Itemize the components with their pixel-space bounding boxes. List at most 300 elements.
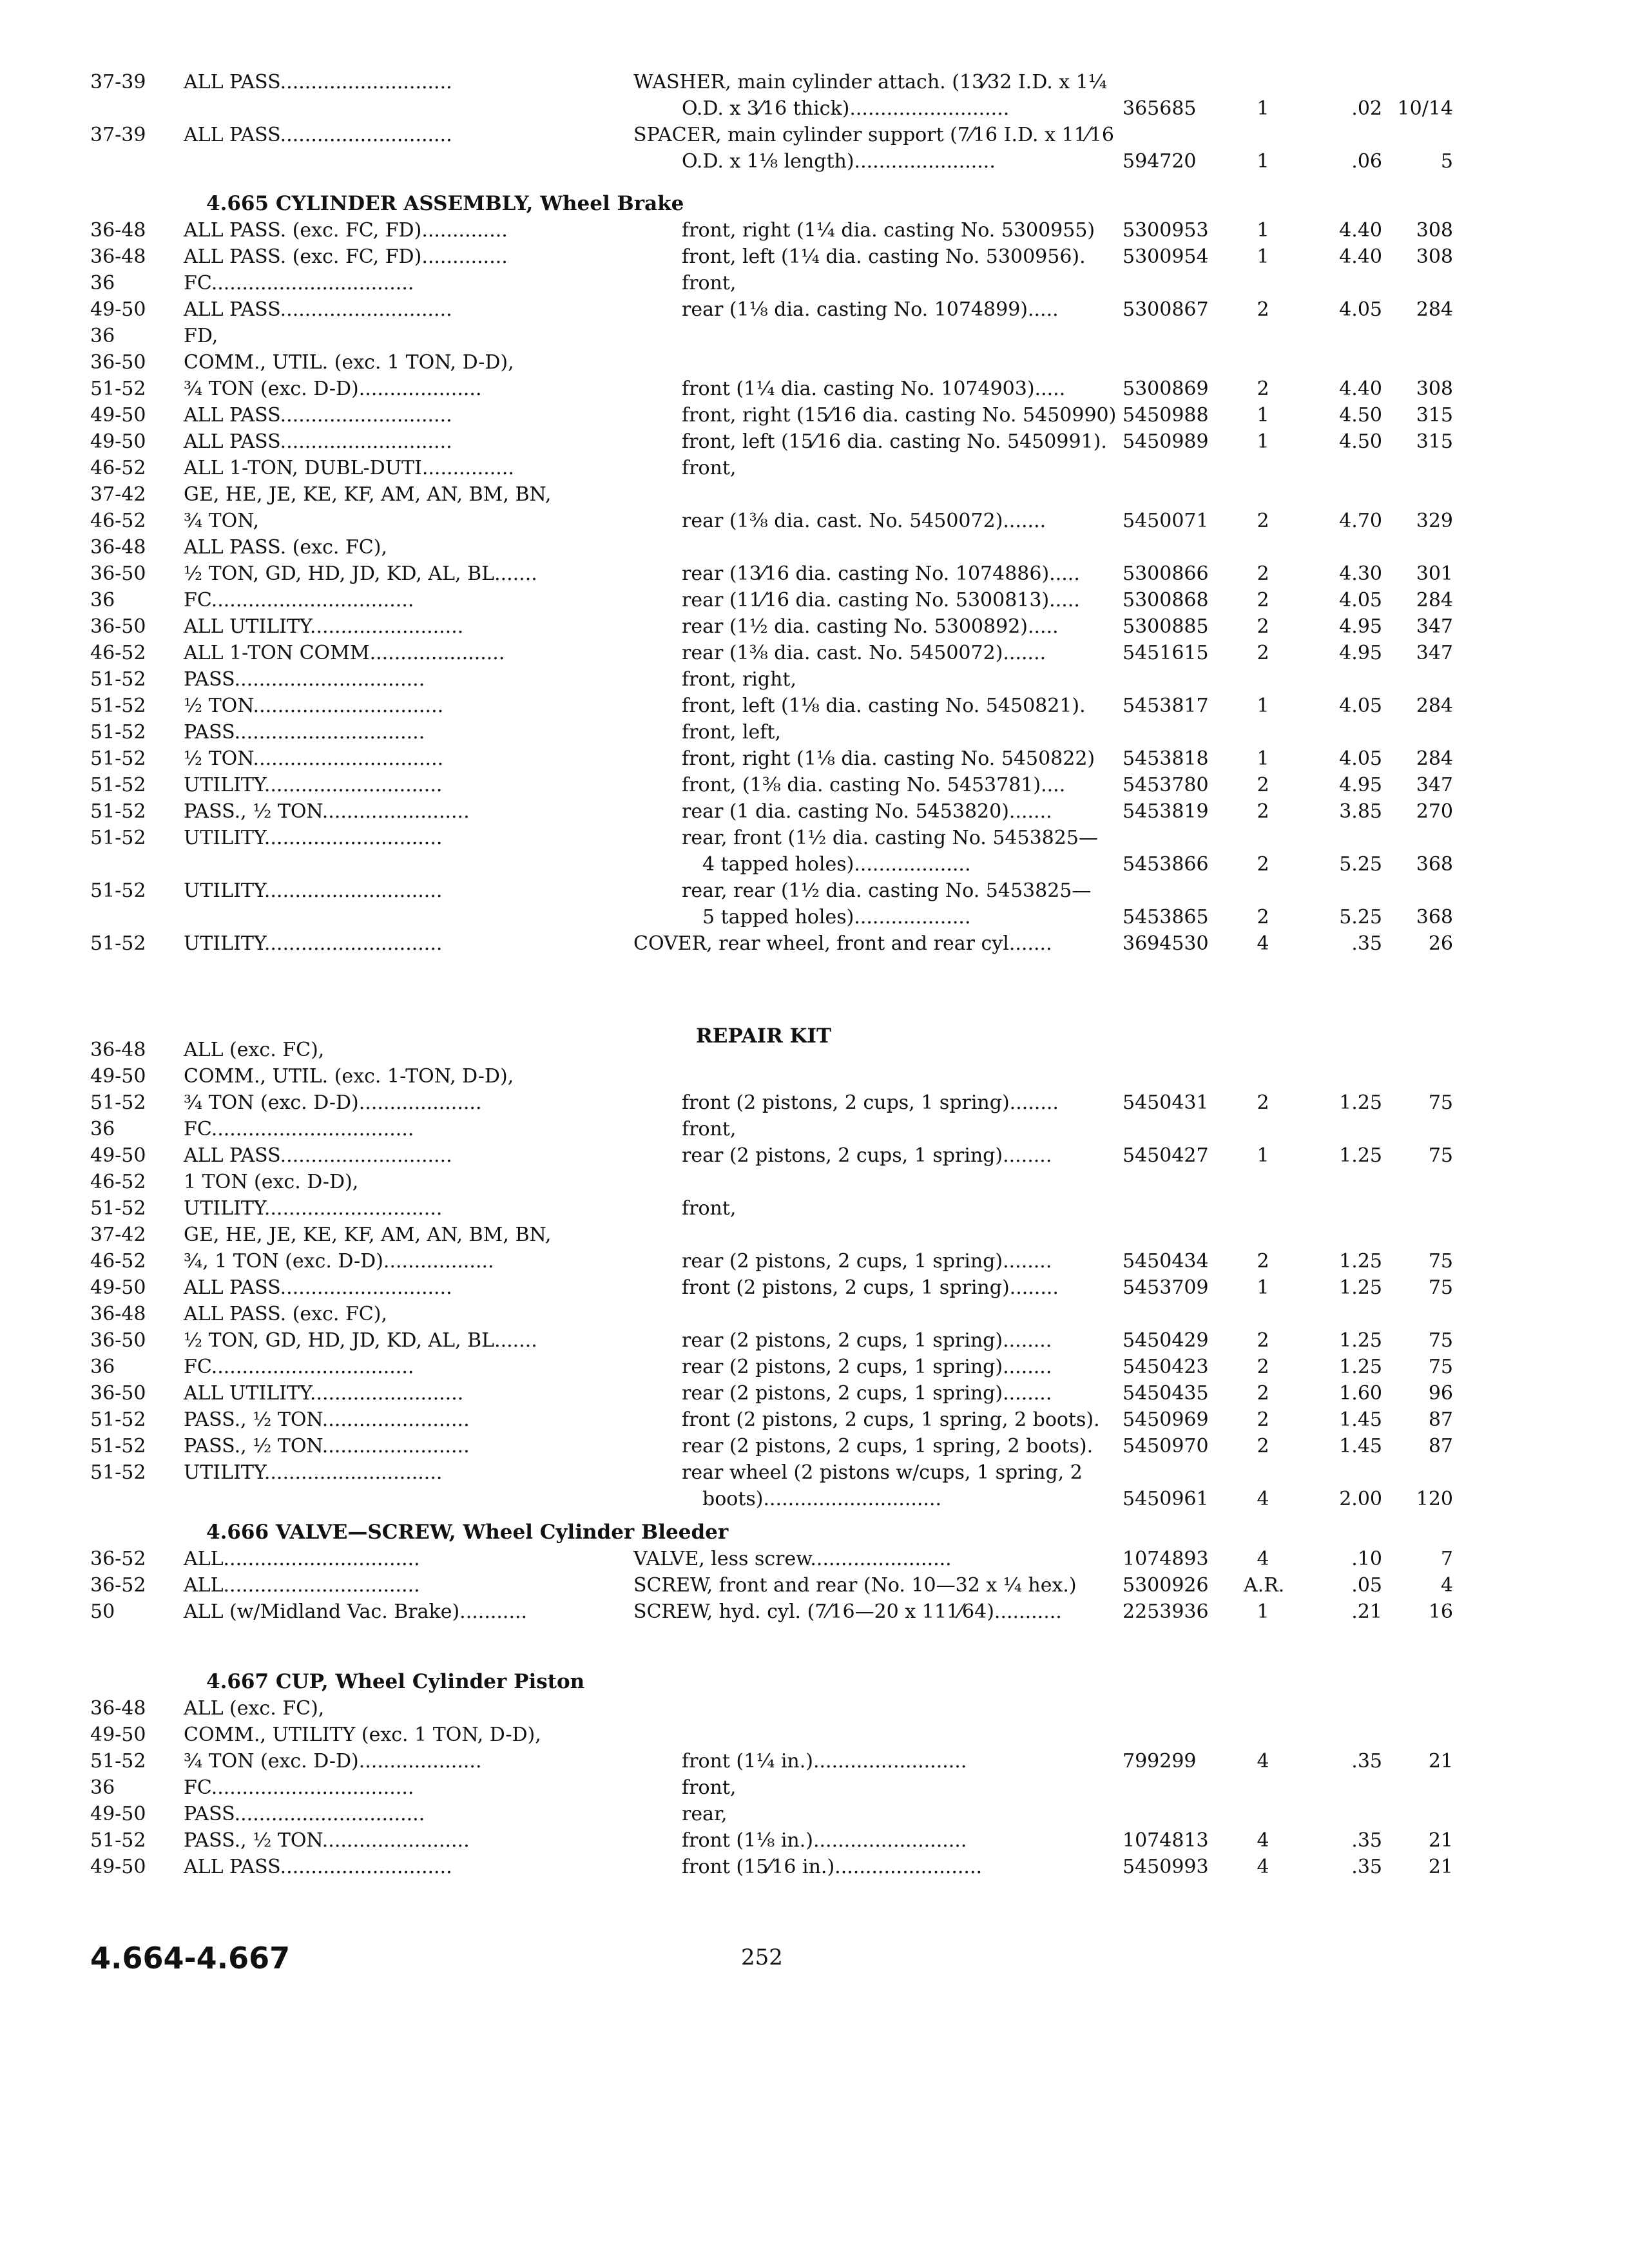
group-cell: 16 [1428, 1600, 1453, 1623]
description-cell: SCREW, hyd. cyl. (7⁄16—20 x 111⁄64)........... [633, 1600, 1062, 1623]
parts-row [0, 1328, 1629, 1354]
quantity-cell: 2 [1257, 1382, 1269, 1405]
group-cell: 308 [1416, 245, 1453, 268]
quantity-cell: 2 [1257, 1091, 1269, 1114]
model-cell: FC................................. [184, 1356, 414, 1378]
price-cell: 1.45 [1339, 1435, 1382, 1457]
model-cell: FC................................. [184, 1118, 414, 1140]
parts-row [0, 350, 1629, 376]
model-cell: UTILITY............................. [184, 1461, 443, 1484]
parts-row [0, 799, 1629, 825]
year-cell: 37-42 [90, 1224, 146, 1246]
description-cell: WASHER, main cylinder attach. (13⁄32 I.D. x 1¼ [633, 71, 1107, 93]
quantity-cell: 2 [1257, 853, 1269, 876]
description-cell: front, [682, 272, 737, 294]
year-cell: 51-52 [90, 747, 146, 770]
description-cell: O.D. x 3⁄16 thick).......................... [682, 97, 1010, 120]
part-number-cell: 5451615 [1123, 642, 1209, 664]
price-cell: 4.95 [1339, 615, 1382, 638]
parts-row [0, 403, 1629, 428]
year-cell: 46-52 [90, 457, 146, 479]
part-number-cell: 5450434 [1123, 1250, 1209, 1273]
part-number-cell: 5450989 [1123, 430, 1209, 453]
year-cell: 51-52 [90, 668, 146, 691]
group-cell: 26 [1428, 932, 1453, 955]
model-cell: ALL (w/Midland Vac. Brake)........... [184, 1600, 528, 1623]
price-cell: .06 [1351, 150, 1382, 173]
model-cell: ALL................................ [184, 1574, 420, 1597]
parts-row [0, 614, 1629, 640]
description-cell: COVER, rear wheel, front and rear cyl....... [633, 932, 1052, 955]
price-cell: 1.25 [1339, 1329, 1382, 1352]
price-cell: 4.40 [1339, 245, 1382, 268]
year-cell: 51-52 [90, 378, 146, 400]
part-number-cell: 2253936 [1123, 1600, 1209, 1623]
price-cell: .35 [1351, 1829, 1382, 1852]
part-number-cell: 5453866 [1123, 853, 1209, 876]
price-cell: 1.45 [1339, 1408, 1382, 1431]
description-cell: 5 tapped holes)................... [702, 906, 971, 928]
description-cell: front (2 pistons, 2 cups, 1 spring)........ [682, 1276, 1059, 1299]
model-cell: ALL PASS............................ [184, 298, 452, 321]
quantity-cell: 2 [1257, 774, 1269, 796]
price-cell: 5.25 [1339, 906, 1382, 928]
parts-row [0, 1037, 1629, 1063]
year-cell: 51-52 [90, 1829, 146, 1852]
parts-row [0, 1222, 1629, 1248]
parts-row [0, 429, 1629, 455]
group-cell: 87 [1428, 1408, 1453, 1431]
year-cell: 36 [90, 1776, 115, 1799]
group-cell: 21 [1428, 1856, 1453, 1878]
parts-row [0, 1460, 1629, 1486]
section-range: 4.664-4.667 [90, 1941, 291, 1975]
parts-row [0, 1546, 1629, 1572]
group-cell: 75 [1428, 1329, 1453, 1352]
description-cell: front (15⁄16 in.)........................ [682, 1856, 983, 1878]
year-cell: 49-50 [90, 1724, 146, 1746]
section-heading: REPAIR KIT [696, 1024, 832, 1048]
quantity-cell: 2 [1257, 1356, 1269, 1378]
group-cell: 5 [1440, 150, 1453, 173]
parts-row [0, 1434, 1629, 1459]
model-cell: ALL (exc. FC), [184, 1039, 325, 1061]
year-cell: 51-52 [90, 1435, 146, 1457]
year-cell: 51-52 [90, 879, 146, 902]
part-number-cell: 5300926 [1123, 1574, 1209, 1597]
model-cell: COMM., UTILITY (exc. 1 TON, D-D), [184, 1724, 541, 1746]
model-cell: PASS., ½ TON........................ [184, 800, 470, 823]
year-cell: 49-50 [90, 404, 146, 427]
group-cell: 347 [1416, 642, 1453, 664]
description-cell: front, right, [682, 668, 797, 691]
parts-row [0, 1169, 1629, 1195]
group-cell: 301 [1416, 562, 1453, 585]
year-cell: 36 [90, 1356, 115, 1378]
description-cell: front, [682, 457, 737, 479]
year-cell: 49-50 [90, 1065, 146, 1088]
price-cell: 4.40 [1339, 378, 1382, 400]
price-cell: 1.25 [1339, 1250, 1382, 1273]
description-cell: front, [682, 1197, 737, 1220]
parts-row [0, 1802, 1629, 1827]
group-cell: 329 [1416, 510, 1453, 532]
description-cell: front, [682, 1118, 737, 1140]
model-cell: ALL (exc. FC), [184, 1697, 325, 1720]
part-number-cell: 5450431 [1123, 1091, 1209, 1114]
quantity-cell: 4 [1257, 1488, 1269, 1510]
group-cell: 21 [1428, 1829, 1453, 1852]
description-cell: VALVE, less screw....................... [633, 1548, 952, 1570]
description-cell: SCREW, front and rear (No. 10—32 x ¼ hex.) [633, 1574, 1077, 1597]
parts-row [0, 773, 1629, 798]
part-number-cell: 3694530 [1123, 932, 1209, 955]
model-cell: UTILITY............................. [184, 827, 443, 849]
part-number-cell: 5450993 [1123, 1856, 1209, 1878]
description-cell: rear (2 pistons, 2 cups, 1 spring, 2 boots). [682, 1435, 1094, 1457]
quantity-cell: 1 [1257, 1276, 1269, 1299]
parts-row [0, 244, 1629, 270]
parts-row [0, 376, 1629, 402]
part-number-cell: 5453865 [1123, 906, 1209, 928]
description-cell: front, (1⅜ dia. casting No. 5453781).... [682, 774, 1066, 796]
parts-row [0, 1354, 1629, 1380]
part-number-cell: 799299 [1123, 1750, 1197, 1773]
part-number-cell: 1074813 [1123, 1829, 1209, 1852]
description-cell: front, left (1¼ dia. casting No. 5300956). [682, 245, 1086, 268]
group-cell: 368 [1416, 853, 1453, 876]
parts-row [0, 1486, 1629, 1512]
description-cell: rear (11⁄16 dia. casting No. 5300813)..... [682, 589, 1080, 611]
parts-row [0, 1775, 1629, 1801]
description-cell: rear, [682, 1803, 728, 1825]
description-cell: front (2 pistons, 2 cups, 1 spring, 2 boots). [682, 1408, 1100, 1431]
quantity-cell: 2 [1257, 1435, 1269, 1457]
part-number-cell: 5450969 [1123, 1408, 1209, 1431]
model-cell: GE, HE, JE, KE, KF, AM, AN, BM, BN, [184, 1224, 552, 1246]
description-cell: front, [682, 1776, 737, 1799]
description-cell: front (1¼ dia. casting No. 1074903)..... [682, 378, 1066, 400]
parts-row [0, 1064, 1629, 1090]
part-number-cell: 5450988 [1123, 404, 1209, 427]
parts-row [0, 218, 1629, 244]
year-cell: 49-50 [90, 430, 146, 453]
parts-row [0, 96, 1629, 122]
quantity-cell: 2 [1257, 615, 1269, 638]
parts-row [0, 1143, 1629, 1169]
price-cell: 4.05 [1339, 695, 1382, 717]
year-cell: 36-50 [90, 615, 146, 638]
quantity-cell: 2 [1257, 642, 1269, 664]
description-cell: rear (1½ dia. casting No. 5300892)..... [682, 615, 1059, 638]
year-cell: 51-52 [90, 827, 146, 849]
model-cell: PASS., ½ TON........................ [184, 1435, 470, 1457]
description-cell: rear wheel (2 pistons w/cups, 1 spring, 2 [682, 1461, 1083, 1484]
model-cell: ALL PASS. (exc. FC), [184, 536, 387, 559]
parts-row [0, 1828, 1629, 1854]
part-number-cell: 5300866 [1123, 562, 1209, 585]
model-cell: ¾ TON (exc. D-D).................... [184, 1091, 482, 1114]
quantity-cell: 2 [1257, 1329, 1269, 1352]
quantity-cell: 2 [1257, 298, 1269, 321]
model-cell: ALL PASS............................ [184, 1276, 452, 1299]
section-heading: 4.666 VALVE—SCREW, Wheel Cylinder Bleeder [206, 1521, 729, 1544]
model-cell: ALL PASS............................ [184, 1144, 452, 1167]
group-cell: 315 [1416, 404, 1453, 427]
quantity-cell: 4 [1257, 1750, 1269, 1773]
parts-row [0, 271, 1629, 296]
quantity-cell: 4 [1257, 1548, 1269, 1570]
model-cell: FD, [184, 325, 218, 347]
parts-row [0, 323, 1629, 349]
price-cell: 1.25 [1339, 1276, 1382, 1299]
part-number-cell: 5300954 [1123, 245, 1209, 268]
part-number-cell: 5453819 [1123, 800, 1209, 823]
model-cell: ½ TON............................... [184, 695, 444, 717]
year-cell: 49-50 [90, 1276, 146, 1299]
year-cell: 36 [90, 589, 115, 611]
page-number: 252 [741, 1945, 783, 1970]
group-cell: 368 [1416, 906, 1453, 928]
group-cell: 308 [1416, 378, 1453, 400]
year-cell: 37-42 [90, 483, 146, 506]
group-cell: 270 [1416, 800, 1453, 823]
parts-row [0, 746, 1629, 772]
year-cell: 36-50 [90, 562, 146, 585]
part-number-cell: 5300867 [1123, 298, 1209, 321]
year-cell: 36-48 [90, 536, 146, 559]
year-cell: 51-52 [90, 932, 146, 955]
description-cell: rear (2 pistons, 2 cups, 1 spring)........ [682, 1329, 1052, 1352]
group-cell: 21 [1428, 1750, 1453, 1773]
year-cell: 36-48 [90, 1039, 146, 1061]
price-cell: .35 [1351, 1856, 1382, 1878]
parts-row [0, 1275, 1629, 1301]
price-cell: 3.85 [1339, 800, 1382, 823]
group-cell: 75 [1428, 1144, 1453, 1167]
price-cell: 5.25 [1339, 853, 1382, 876]
description-cell: rear (13⁄16 dia. casting No. 1074886)..... [682, 562, 1080, 585]
description-cell: rear (1⅛ dia. casting No. 1074899)..... [682, 298, 1059, 321]
group-cell: 75 [1428, 1250, 1453, 1273]
model-cell: ¾, 1 TON (exc. D-D).................. [184, 1250, 494, 1273]
model-cell: ALL PASS............................ [184, 404, 452, 427]
parts-row [0, 1381, 1629, 1407]
price-cell: .10 [1351, 1548, 1382, 1570]
model-cell: ALL................................ [184, 1548, 420, 1570]
description-cell: O.D. x 1⅛ length)....................... [682, 150, 996, 173]
year-cell: 36 [90, 1118, 115, 1140]
price-cell: .35 [1351, 932, 1382, 955]
part-number-cell: 5453709 [1123, 1276, 1209, 1299]
model-cell: ¾ TON (exc. D-D).................... [184, 378, 482, 400]
model-cell: COMM., UTIL. (exc. 1-TON, D-D), [184, 1065, 514, 1088]
parts-row [0, 693, 1629, 719]
group-cell: 96 [1428, 1382, 1453, 1405]
parts-row [0, 825, 1629, 851]
year-cell: 36-52 [90, 1548, 146, 1570]
model-cell: ½ TON............................... [184, 747, 444, 770]
description-cell: front, right (1¼ dia. casting No. 5300955) [682, 219, 1095, 242]
parts-row [0, 70, 1629, 95]
quantity-cell: 1 [1257, 150, 1269, 173]
year-cell: 36-50 [90, 1382, 146, 1405]
year-cell: 36-48 [90, 219, 146, 242]
model-cell: FC................................. [184, 589, 414, 611]
model-cell: UTILITY............................. [184, 774, 443, 796]
quantity-cell: 2 [1257, 1408, 1269, 1431]
year-cell: 36 [90, 325, 115, 347]
description-cell: rear (2 pistons, 2 cups, 1 spring)........ [682, 1144, 1052, 1167]
section-heading: 4.667 CUP, Wheel Cylinder Piston [206, 1670, 585, 1693]
description-cell: rear, front (1½ dia. casting No. 5453825— [682, 827, 1098, 849]
description-cell: rear (1⅜ dia. cast. No. 5450072)....... [682, 510, 1046, 532]
price-cell: .02 [1351, 97, 1382, 120]
price-cell: 4.05 [1339, 747, 1382, 770]
year-cell: 36-48 [90, 1303, 146, 1325]
model-cell: ALL UTILITY......................... [184, 1382, 464, 1405]
year-cell: 49-50 [90, 298, 146, 321]
quantity-cell: 4 [1257, 1856, 1269, 1878]
quantity-cell: 1 [1257, 219, 1269, 242]
price-cell: 2.00 [1339, 1488, 1382, 1510]
year-cell: 51-52 [90, 721, 146, 744]
model-cell: ½ TON, GD, HD, JD, KD, AL, BL....... [184, 562, 537, 585]
part-number-cell: 5450970 [1123, 1435, 1209, 1457]
model-cell: FC................................. [184, 272, 414, 294]
description-cell: rear (1⅜ dia. cast. No. 5450072)....... [682, 642, 1046, 664]
year-cell: 37-39 [90, 124, 146, 146]
quantity-cell: 2 [1257, 562, 1269, 585]
model-cell: UTILITY............................. [184, 879, 443, 902]
year-cell: 46-52 [90, 642, 146, 664]
price-cell: 1.25 [1339, 1356, 1382, 1378]
description-cell: boots)............................. [702, 1488, 942, 1510]
quantity-cell: 1 [1257, 1600, 1269, 1623]
parts-row [0, 588, 1629, 613]
price-cell: .05 [1351, 1574, 1382, 1597]
quantity-cell: 1 [1257, 97, 1269, 120]
model-cell: ½ TON, GD, HD, JD, KD, AL, BL....... [184, 1329, 537, 1352]
group-cell: 284 [1416, 695, 1453, 717]
quantity-cell: 4 [1257, 932, 1269, 955]
description-cell: rear (1 dia. casting No. 5453820)....... [682, 800, 1052, 823]
parts-row [0, 1407, 1629, 1433]
price-cell: 4.50 [1339, 430, 1382, 453]
year-cell: 36-50 [90, 1329, 146, 1352]
model-cell: COMM., UTIL. (exc. 1 TON, D-D), [184, 351, 514, 374]
year-cell: 51-52 [90, 1091, 146, 1114]
year-cell: 49-50 [90, 1856, 146, 1878]
model-cell: 1 TON (exc. D-D), [184, 1171, 359, 1193]
model-cell: ALL 1-TON, DUBL-DUTI............... [184, 457, 514, 479]
part-number-cell: 365685 [1123, 97, 1197, 120]
model-cell: ALL PASS............................ [184, 1856, 452, 1878]
part-number-cell: 5453817 [1123, 695, 1209, 717]
parts-row [0, 1196, 1629, 1222]
group-cell: 87 [1428, 1435, 1453, 1457]
section-heading: 4.665 CYLINDER ASSEMBLY, Wheel Brake [206, 192, 684, 215]
part-number-cell: 5300885 [1123, 615, 1209, 638]
model-cell: PASS., ½ TON........................ [184, 1829, 470, 1852]
parts-row [0, 1599, 1629, 1625]
group-cell: 308 [1416, 219, 1453, 242]
quantity-cell: 1 [1257, 695, 1269, 717]
description-cell: front (1¼ in.)......................... [682, 1750, 967, 1773]
parts-row [0, 720, 1629, 745]
description-cell: rear (2 pistons, 2 cups, 1 spring)........ [682, 1250, 1052, 1273]
quantity-cell: 1 [1257, 1144, 1269, 1167]
part-number-cell: 5300868 [1123, 589, 1209, 611]
model-cell: UTILITY............................. [184, 1197, 443, 1220]
part-number-cell: 5300869 [1123, 378, 1209, 400]
parts-row [0, 1749, 1629, 1774]
quantity-cell: 1 [1257, 245, 1269, 268]
parts-row [0, 1722, 1629, 1748]
parts-row [0, 122, 1629, 148]
description-cell: rear (2 pistons, 2 cups, 1 spring)........ [682, 1356, 1052, 1378]
parts-row [0, 1854, 1629, 1880]
parts-row [0, 1302, 1629, 1327]
year-cell: 37-39 [90, 71, 146, 93]
description-cell: front, left (15⁄16 dia. casting No. 5450991). [682, 430, 1107, 453]
description-cell: rear (2 pistons, 2 cups, 1 spring)........ [682, 1382, 1052, 1405]
group-cell: 347 [1416, 774, 1453, 796]
part-number-cell: 5300953 [1123, 219, 1209, 242]
part-number-cell: 5453780 [1123, 774, 1209, 796]
group-cell: 120 [1416, 1488, 1453, 1510]
quantity-cell: 2 [1257, 378, 1269, 400]
parts-row [0, 1117, 1629, 1142]
price-cell: 4.05 [1339, 589, 1382, 611]
price-cell: 4.70 [1339, 510, 1382, 532]
quantity-cell: 4 [1257, 1829, 1269, 1852]
description-cell: SPACER, main cylinder support (7⁄16 I.D. x 11⁄16 [633, 124, 1114, 146]
quantity-cell: A.R. [1244, 1574, 1285, 1597]
price-cell: .35 [1351, 1750, 1382, 1773]
model-cell: PASS............................... [184, 721, 425, 744]
model-cell: PASS............................... [184, 668, 425, 691]
year-cell: 49-50 [90, 1803, 146, 1825]
group-cell: 10/14 [1397, 97, 1453, 120]
model-cell: FC................................. [184, 1776, 414, 1799]
description-cell: 4 tapped holes)................... [702, 853, 971, 876]
parts-row [0, 667, 1629, 693]
quantity-cell: 2 [1257, 589, 1269, 611]
model-cell: ALL PASS............................ [184, 430, 452, 453]
parts-row [0, 1696, 1629, 1722]
price-cell: 4.95 [1339, 774, 1382, 796]
model-cell: ALL PASS............................ [184, 124, 452, 146]
parts-row [0, 297, 1629, 323]
description-cell: front, right (1⅛ dia. casting No. 5450822) [682, 747, 1095, 770]
year-cell: 51-52 [90, 1750, 146, 1773]
quantity-cell: 2 [1257, 906, 1269, 928]
price-cell: 4.05 [1339, 298, 1382, 321]
parts-row [0, 852, 1629, 878]
year-cell: 36-48 [90, 1697, 146, 1720]
part-number-cell: 1074893 [1123, 1548, 1209, 1570]
description-cell: front, right (15⁄16 dia. casting No. 5450990) [682, 404, 1117, 427]
part-number-cell: 5450423 [1123, 1356, 1209, 1378]
part-number-cell: 5450961 [1123, 1488, 1209, 1510]
year-cell: 36-50 [90, 351, 146, 374]
parts-row [0, 640, 1629, 666]
group-cell: 75 [1428, 1276, 1453, 1299]
model-cell: GE, HE, JE, KE, KF, AM, AN, BM, BN, [184, 483, 552, 506]
price-cell: 1.60 [1339, 1382, 1382, 1405]
quantity-cell: 2 [1257, 800, 1269, 823]
